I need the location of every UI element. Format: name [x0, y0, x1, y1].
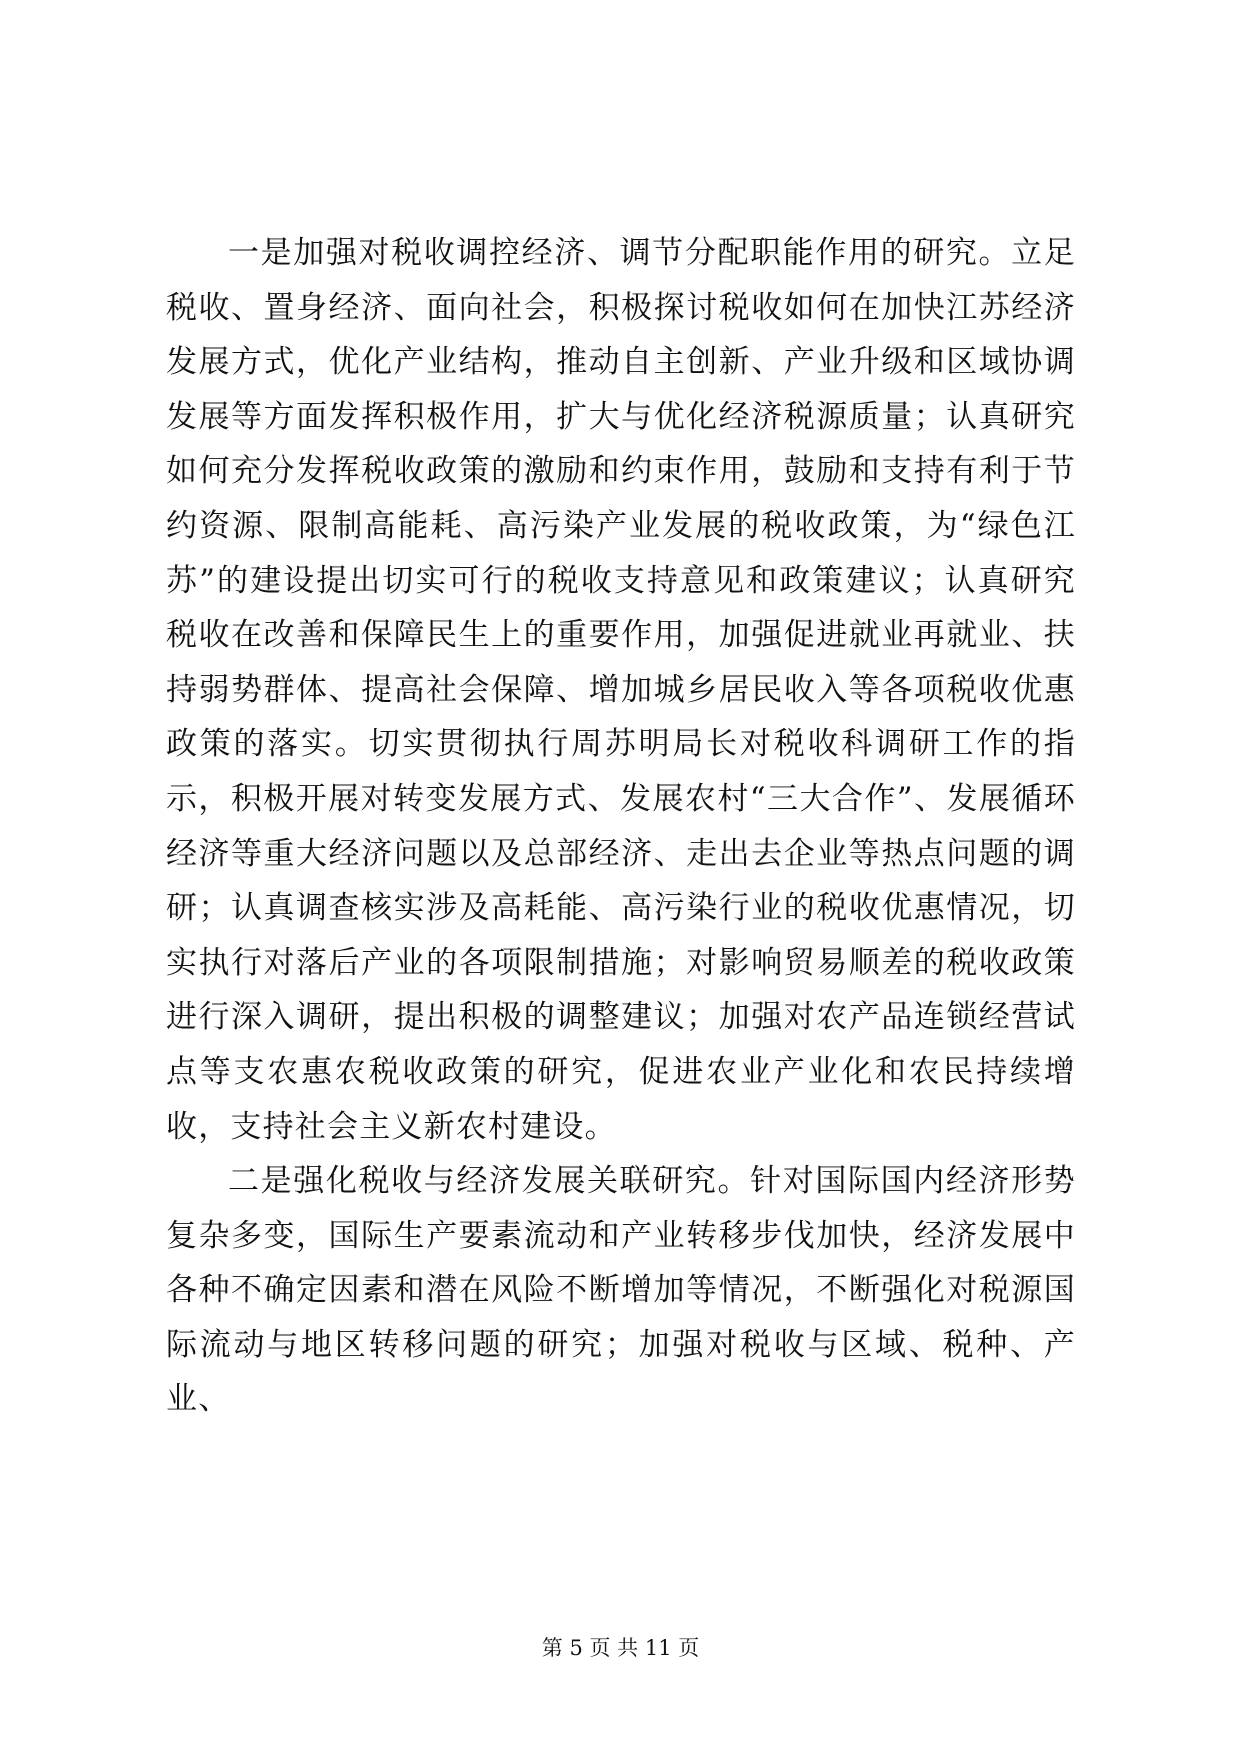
document-body [166, 226, 1076, 1427]
paragraph-2: 二是强化税收与经济发展关联研究。针对国际国内经济形势复杂多变，国际生产要素流动和产业转移步伐加快，经济发展中各种不确定因素和潜在风险不断增加等情况，不断强化对税源国际流动与地区转移问题的研究；加强对税收与区域、税种、产业、 [166, 1163, 1076, 1418]
paragraph-1: 一是加强对税收调控经济、调节分配职能作用的研究。立足税收、置身经济、面向社会，积极探讨税收如何在加快江苏经济发展方式，优化产业结构，推动自主创新、产业升级和区域协调发展等方面发挥积极作用，扩大与优化经济税源质量；认真研究如何充分发挥税收政策的激励和约束作用，鼓励和支持有利于节约资源、限制高能耗、高污染产业发展的税收政策，为“绿色江苏”的建设提出切实可行的税收支持意见和政策建议；认真研究税收在改善和保障民生上的重要作用，加强促进就业再就业、扶持弱势群体、提高社会保障、增加城乡居民收入等各项税收优惠政策的落实。切实贯彻执行周苏明局长对税收科调研工作的指示，积极开展对转变发展方式、发展农村“三大合作”、发展循环经济等重大经济问题以及总部经济、走出去企业等热点问题的调研；认真调查核实涉及高耗能、高污染行业的税收优惠情况，切实执行对落后产业的各项限制措施；对影响贸易顺差的税收政策进行深入调研，提出积极的调整建议；加强对农产品连锁经营试点等支农惠农税收政策的研究，促进农业产业化和农民持续增收，支持社会主义新农村建设。 [166, 235, 1076, 1145]
page-number-footer: 第 5 页 共 11 页 [541, 1636, 700, 1660]
